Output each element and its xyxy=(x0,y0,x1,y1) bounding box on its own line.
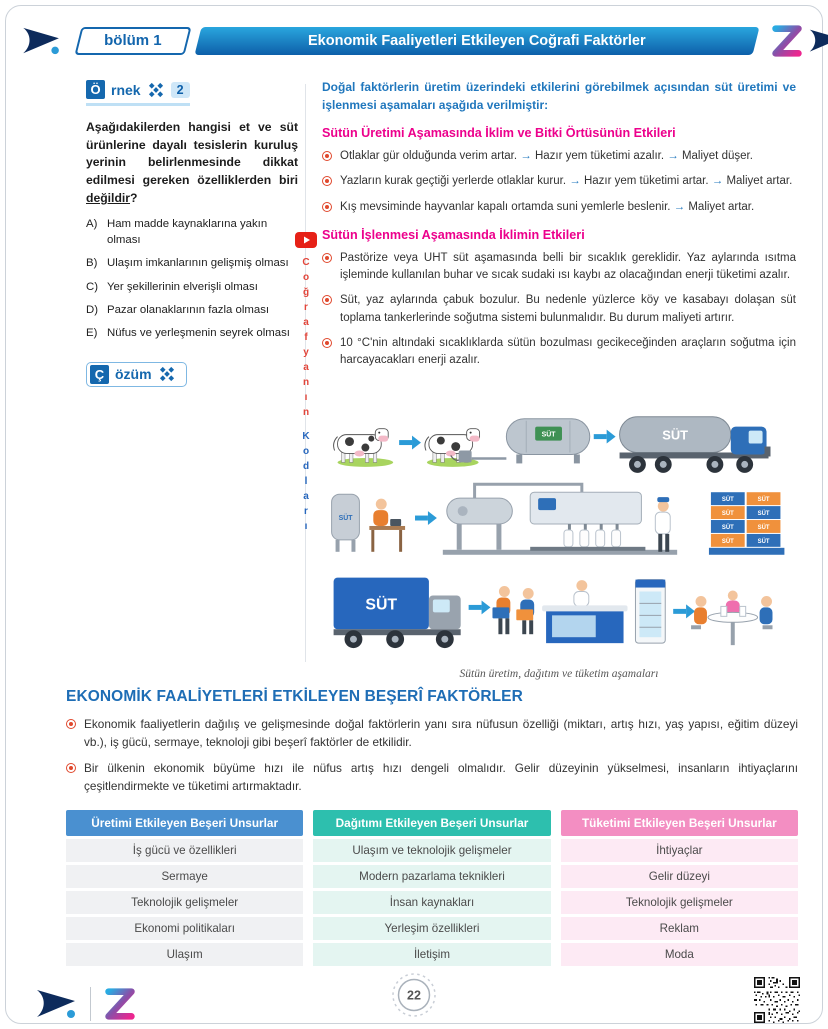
bullet-item xyxy=(322,199,796,216)
crate-sut-label: SÜT xyxy=(721,497,734,504)
fridge-icon xyxy=(635,580,665,644)
stage-milk-processing xyxy=(332,485,785,556)
example-initial: Ö xyxy=(86,80,105,99)
crate-sut-label: SÜT xyxy=(721,511,734,518)
target-bullet-icon xyxy=(322,202,332,212)
diamond-icon xyxy=(164,371,170,377)
crate-sut-label: SÜT xyxy=(757,511,770,518)
flow-arrow-icon xyxy=(673,605,695,619)
table-cell: İnsan kaynakları xyxy=(313,891,550,914)
chapter-badge-label: bölüm 1 xyxy=(104,32,162,49)
target-bullet-icon xyxy=(322,176,332,186)
question-after: ? xyxy=(130,190,138,205)
option-d xyxy=(86,303,298,318)
crate-sut-label: SÜT xyxy=(757,525,770,532)
table-cell: İhtiyaçlar xyxy=(561,839,798,862)
bullet-text: Bir ülkenin ekonomik büyüme hızı ile nüfus artış hızı dengeli olmalıdır. Gelir düzeyinin yükselmesi, insanların ihtiyaçlarını çeşitlendirmekte ve tüketimi artırmaktadır. xyxy=(84,761,798,794)
table-header-production: Üretimi Etkileyen Beşeri Unsurlar xyxy=(66,810,303,836)
table-cell: Yerleşim özellikleri xyxy=(313,917,550,940)
question-text xyxy=(86,119,298,207)
option-text: Yer şekillerinin elverişli olması xyxy=(107,280,258,293)
table-cell: Teknolojik gelişmeler xyxy=(561,891,798,914)
table-cell: Ulaşım xyxy=(66,943,303,966)
lab-worker-icon xyxy=(369,499,405,552)
youtube-icon xyxy=(295,232,317,248)
crate-sut-label: SÜT xyxy=(721,525,734,532)
page-number-badge xyxy=(391,972,437,1023)
bullet-item xyxy=(322,173,796,190)
solution-badge xyxy=(86,362,187,387)
factory-worker-icon xyxy=(655,497,670,552)
page-header xyxy=(20,26,808,56)
answer-options xyxy=(86,217,298,341)
question-underlined: değildir xyxy=(86,190,131,205)
edge-partial-arrow-icon xyxy=(808,28,828,54)
bottling-machine-icon xyxy=(530,492,645,551)
table-cell: Ekonomi politikaları xyxy=(66,917,303,940)
table-cell: Reklam xyxy=(561,917,798,940)
milk-tanker-truck xyxy=(620,417,771,473)
stage-distribution-consumption xyxy=(334,578,773,649)
flow-arrow-icon xyxy=(469,601,491,615)
milk-process-illustration xyxy=(322,381,796,664)
diamond-icon xyxy=(153,87,159,93)
human-factors-section xyxy=(66,688,798,966)
section-heading-processing: Sütün İşlenmesi Aşamasında İklimin Etkileri xyxy=(322,227,585,242)
solution-label: özüm xyxy=(115,366,152,383)
sidebar-geography-codes xyxy=(294,232,318,536)
table-cell: Moda xyxy=(561,943,798,966)
brand-z-logo-icon xyxy=(766,22,808,60)
target-bullet-icon xyxy=(322,295,332,305)
truck-sut-label: SÜT xyxy=(365,596,398,614)
publisher-arrow-icon xyxy=(20,26,64,56)
bullet-item xyxy=(66,716,798,751)
milk-silo-icon xyxy=(332,494,360,552)
bullet-item xyxy=(322,335,796,370)
bullet-item xyxy=(322,148,796,165)
sidebar-word-2: Kodları xyxy=(300,431,312,536)
table-cell: Teknolojik gelişmeler xyxy=(66,891,303,914)
bullet-text: Pastörize veya UHT süt aşamasında belli bir sıcaklık gereklidir. Yaz aylarında ısıtma işleminde kullanılan buhar ve sıcak sudaki ısı kaybı az olacağından enerji tüketimi azalır. xyxy=(340,251,796,281)
crate-sut-label: SÜT xyxy=(757,539,770,546)
table-cell: İş gücü ve özellikleri xyxy=(66,839,303,862)
option-e xyxy=(86,326,298,341)
illustration-caption: Sütün üretim, dağıtım ve tüketim aşamaları xyxy=(459,668,659,681)
milk-collection-tank xyxy=(506,419,589,464)
crate-sut-label: SÜT xyxy=(721,539,734,546)
option-text: Ulaşım imkanlarının gelişmiş olması xyxy=(107,257,289,270)
cafe-table-scene xyxy=(691,591,772,646)
human-factors-heading: EKONOMİK FAALİYETLERİ ETKİLEYEN BEŞERÎ FAKTÖRLER xyxy=(66,688,523,705)
milk-crates-stack xyxy=(709,492,784,555)
target-bullet-icon xyxy=(66,763,76,773)
brand-z-logo-icon xyxy=(101,985,139,1023)
table-cell: Ulaşım ve teknolojik gelişmeler xyxy=(313,839,550,862)
table-header-distribution: Dağıtımı Etkileyen Beşeri Unsurlar xyxy=(313,810,550,836)
target-bullet-icon xyxy=(322,253,332,263)
delivery-truck-icon xyxy=(334,578,461,649)
example-number: 2 xyxy=(171,82,190,98)
publisher-arrow-icon xyxy=(34,988,80,1020)
sidebar-word-1: Coğrafyanın xyxy=(300,257,312,422)
stage-milk-production xyxy=(334,417,771,473)
bullet-text: 10 °C'nin altındaki sıcaklıklarda sütün bozulması gecikeceğinden araçların soğutma için harcayacakları enerji azalır. xyxy=(340,336,796,366)
option-letter: C) xyxy=(86,280,99,293)
option-c xyxy=(86,280,298,295)
tanker-sut-label: SÜT xyxy=(662,427,689,443)
human-factors-table xyxy=(66,810,798,966)
example-column xyxy=(86,80,298,387)
silo-sut-label: SÜT xyxy=(338,515,353,523)
qr-code xyxy=(754,977,800,1023)
bullet-text: Kış mevsiminde hayvanlar kapalı ortamda suni yemlerle beslenir. → Maliyet artar. xyxy=(340,200,755,213)
cow-grazing-icon xyxy=(334,429,389,463)
option-letter: D) xyxy=(86,304,99,316)
table-header-consumption: Tüketimi Etkileyen Beşeri Unsurlar xyxy=(561,810,798,836)
table-cell: Modern pazarlama teknikleri xyxy=(313,865,550,888)
bullet-item xyxy=(322,250,796,285)
question-before: Aşağıdakilerden hangisi et ve süt ürünlerine dayalı tesislerin kuruluş yerinin belirlenmesinde dikkat edilmesi gereken özelliklerden biri xyxy=(86,120,298,188)
target-bullet-icon xyxy=(322,338,332,348)
table-cell: İletişim xyxy=(313,943,550,966)
bullet-item xyxy=(322,292,796,327)
bullet-item xyxy=(66,760,798,795)
page-number: 22 xyxy=(407,988,421,1003)
option-a xyxy=(86,217,298,248)
content-column xyxy=(322,78,796,680)
page-title: Ekonomik Faaliyetleri Etkileyen Coğrafi Faktörler xyxy=(307,33,646,49)
footer-logos xyxy=(34,985,139,1023)
option-letter: A) xyxy=(86,218,98,231)
footer-divider xyxy=(90,987,91,1021)
bullet-text: Yazların kurak geçtiği yerlerde otlaklar kurur. → Hazır yem tüketimi artar. → Maliyet artar. xyxy=(340,175,793,188)
crate-sut-label: SÜT xyxy=(757,497,770,504)
example-badge xyxy=(86,80,190,106)
table-cell: Sermaye xyxy=(66,865,303,888)
bullet-text: Ekonomik faaliyetlerin dağılış ve gelişmesinde doğal faktörlerin yanı sıra nüfusun özelliği (miktarı, artış hızı, yaş yapısı, eğitim düzeyi vb.), iş gücü, sermaye, teknoloji gibi beşerî faktörler de etkilidir. xyxy=(84,717,798,749)
target-bullet-icon xyxy=(66,719,76,729)
example-label: rnek xyxy=(111,81,141,98)
flow-arrow-icon xyxy=(415,511,437,525)
intro-text: Doğal faktörlerin üretim üzerindeki etkilerini görebilmek açısından süt üretimi ve işlenmesi aşamaları aşağıda verilmiştir: xyxy=(322,80,796,112)
option-text: Pazar olanaklarının fazla olması xyxy=(107,304,270,316)
table-cell: Gelir düzeyi xyxy=(561,865,798,888)
crate-carriers-icon xyxy=(492,586,534,634)
flow-arrow-icon xyxy=(399,436,421,450)
milk-stand-icon xyxy=(542,580,627,643)
tank-sut-label: SÜT xyxy=(541,431,556,439)
bullet-text: Otlaklar gür olduğunda verim artar. → Hazır yem tüketimi azalır. → Maliyet düşer. xyxy=(340,150,753,162)
bullet-text: Süt, yaz aylarında çabuk bozulur. Bu nedenle yüzlerce köy ve kasabayı dolaşan süt toplama tankerlerinde soğutma sistemi bulunmalıdır. Bu durum maliyeti artırır. xyxy=(340,294,796,324)
option-b xyxy=(86,256,298,271)
chapter-badge xyxy=(75,27,191,55)
solution-initial: Ç xyxy=(90,365,109,384)
option-text: Nüfus ve yerleşmenin seyrek olması xyxy=(107,327,290,340)
milking-machine-icon xyxy=(451,451,507,463)
section-heading-production: Sütün Üretimi Aşamasında İklim ve Bitki Örtüsünün Etkileri xyxy=(322,126,676,140)
flow-arrow-icon xyxy=(594,430,616,444)
title-banner xyxy=(194,27,759,55)
option-letter: B) xyxy=(86,257,98,270)
option-text: Ham madde kaynaklarına yakın olması xyxy=(107,218,268,246)
option-letter: E) xyxy=(86,327,98,340)
target-bullet-icon xyxy=(322,151,332,161)
